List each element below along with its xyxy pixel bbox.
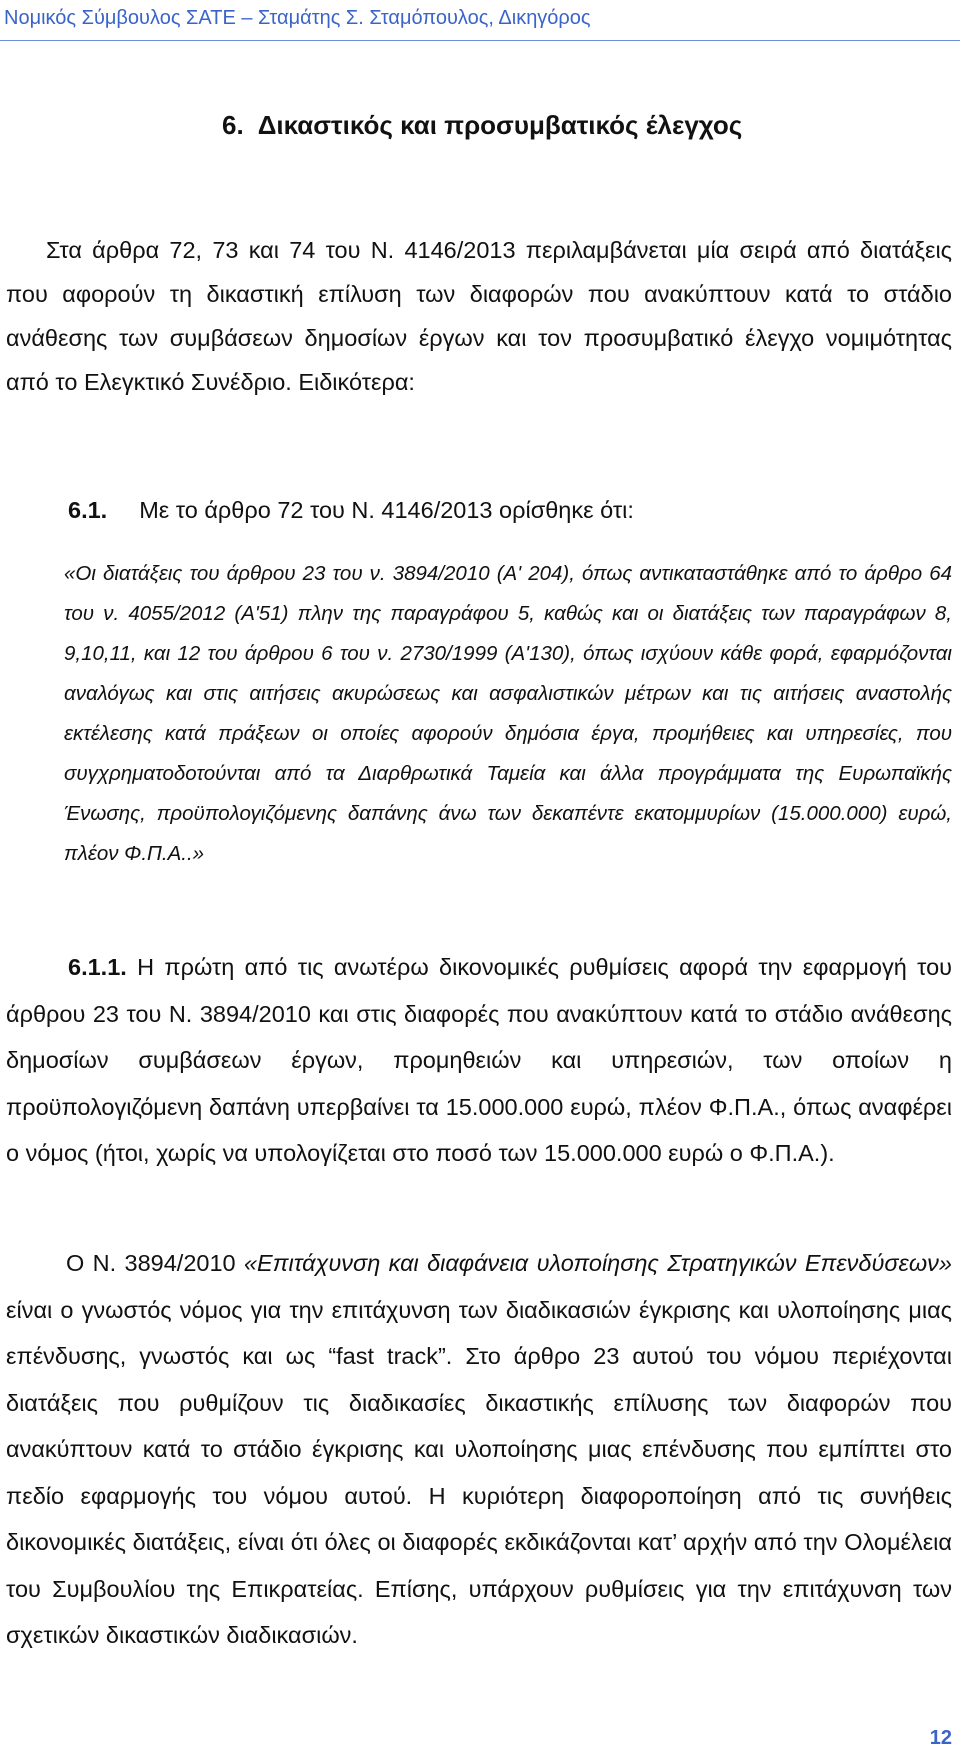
- paragraph-6-1-1: [6, 944, 952, 1177]
- subsection-text: Με το άρθρο 72 του Ν. 4146/2013 ορίσθηκε ότι:: [139, 497, 634, 523]
- intro-paragraph: Στα άρθρα 72, 73 και 74 του Ν. 4146/2013 περιλαμβάνεται μία σειρά από διατάξεις που αφορούν τη δικαστική επίλυση των διαφορών που ανακύπτουν κατά το στάδιο ανάθεσης των συμβάσεων δημοσίων έργων και τον προσυμβατικό έλεγχο νομιμότητας από το Ελεγκτικό Συνέδριο. Ειδικότερα:: [6, 237, 952, 395]
- running-header: [0, 0, 960, 41]
- paragraph-law-3894: [6, 1240, 952, 1659]
- header-text: Νομικός Σύμβουλος ΣΑΤΕ – Σταμάτης Σ. Σταμόπουλος, Δικηγόρος: [4, 7, 591, 29]
- paragraph-text: Η πρώτη από τις ανωτέρω δικονομικές ρυθμίσεις αφορά την εφαρμογή του άρθρου 23 του Ν. 3894/2010 και στις διαφορές που ανακύπτουν κατά το στάδιο ανάθεσης δημοσίων συμβάσεων έργων, προμηθειών και υπηρεσιών, των οποίων η προϋπολογιζόμενη δαπάνη υπερβαίνει τα 15.000.000 ευρώ, πλέον Φ.Π.Α., όπως αναφέρει ο νόμος (ήτοι, χωρίς να υπολογίζεται στο ποσό των 15.000.000 ευρώ ο Φ.Π.Α.).: [6, 954, 952, 1166]
- section-number: 6.: [222, 110, 244, 140]
- law-title: «Επιτάχυνση και διαφάνεια υλοποίησης Στρατηγικών Επενδύσεων»: [243, 1250, 952, 1276]
- paragraph-lead: Ο Ν. 3894/2010: [66, 1250, 244, 1276]
- law-quote: «Οι διατάξεις του άρθρου 23 του ν. 3894/2010 (Α' 204), όπως αντικαταστάθηκε από το άρθρο 64 του ν. 4055/2012 (Α'51) πλην της παραγράφου 5, καθώς και οι διατάξεις των παραγράφων 8, 9,10,11, και 12 του άρθρου 6 του ν. 2730/1999 (Α'130), όπως ισχύουν κάθε φορά, εφαρμόζονται αναλόγως και στις αιτήσεις ακυρώσεως και ασφαλιστικών μέτρων και τις αιτήσεις αναστολής εκτέλεσης κατά πράξεων οι οποίες αφορούν δημόσια έργα, προμήθειες και υπηρεσίες, που συγχρηματοδοτούνται από τα Διαρθρωτικά Ταμεία και άλλα προγράμματα της Ευρωπαϊκής Ένωσης, προϋπολογιζόμενης δαπάνης άνω των δεκαπέντε εκατομμυρίων (15.000.000) ευρώ, πλέον Φ.Π.Α..»: [64, 562, 952, 865]
- paragraph-number: 6.1.1.: [68, 954, 127, 980]
- subsection-number: 6.1.: [68, 497, 108, 523]
- page-number: 12: [929, 1727, 952, 1749]
- section-heading: [222, 110, 742, 141]
- section-title: Δικαστικός και προσυμβατικός έλεγχος: [257, 110, 743, 140]
- paragraph-rest: είναι ο γνωστός νόμος για την επιτάχυνση των διαδικασιών έγκρισης και υλοποίησης μιας επένδυσης, γνωστός και ως “fast track”. Στο άρθρο 23 αυτού του νόμου περιέχονται διατάξεις που ρυθμίζουν τις διαδικασίες δικαστικής επίλυσης των διαφορών που ανακύπτουν κατά το στάδιο έγκρισης και υλοποίησης μιας επένδυσης που εμπίπτει στο πεδίο εφαρμογής του νόμου αυτού. Η κυριότερη διαφοροποίηση από τις συνήθεις δικονομικές διατάξεις, είναι ότι όλες οι διαφορές εκδικάζονται κατ’ αρχήν από την Ολομέλεια του Συμβουλίου της Επικρατείας. Επίσης, υπάρχουν ρυθμίσεις για την επιτάχυνση των σχετικών δικαστικών διαδικασιών.: [6, 1296, 952, 1648]
- subsection-heading: [68, 497, 634, 524]
